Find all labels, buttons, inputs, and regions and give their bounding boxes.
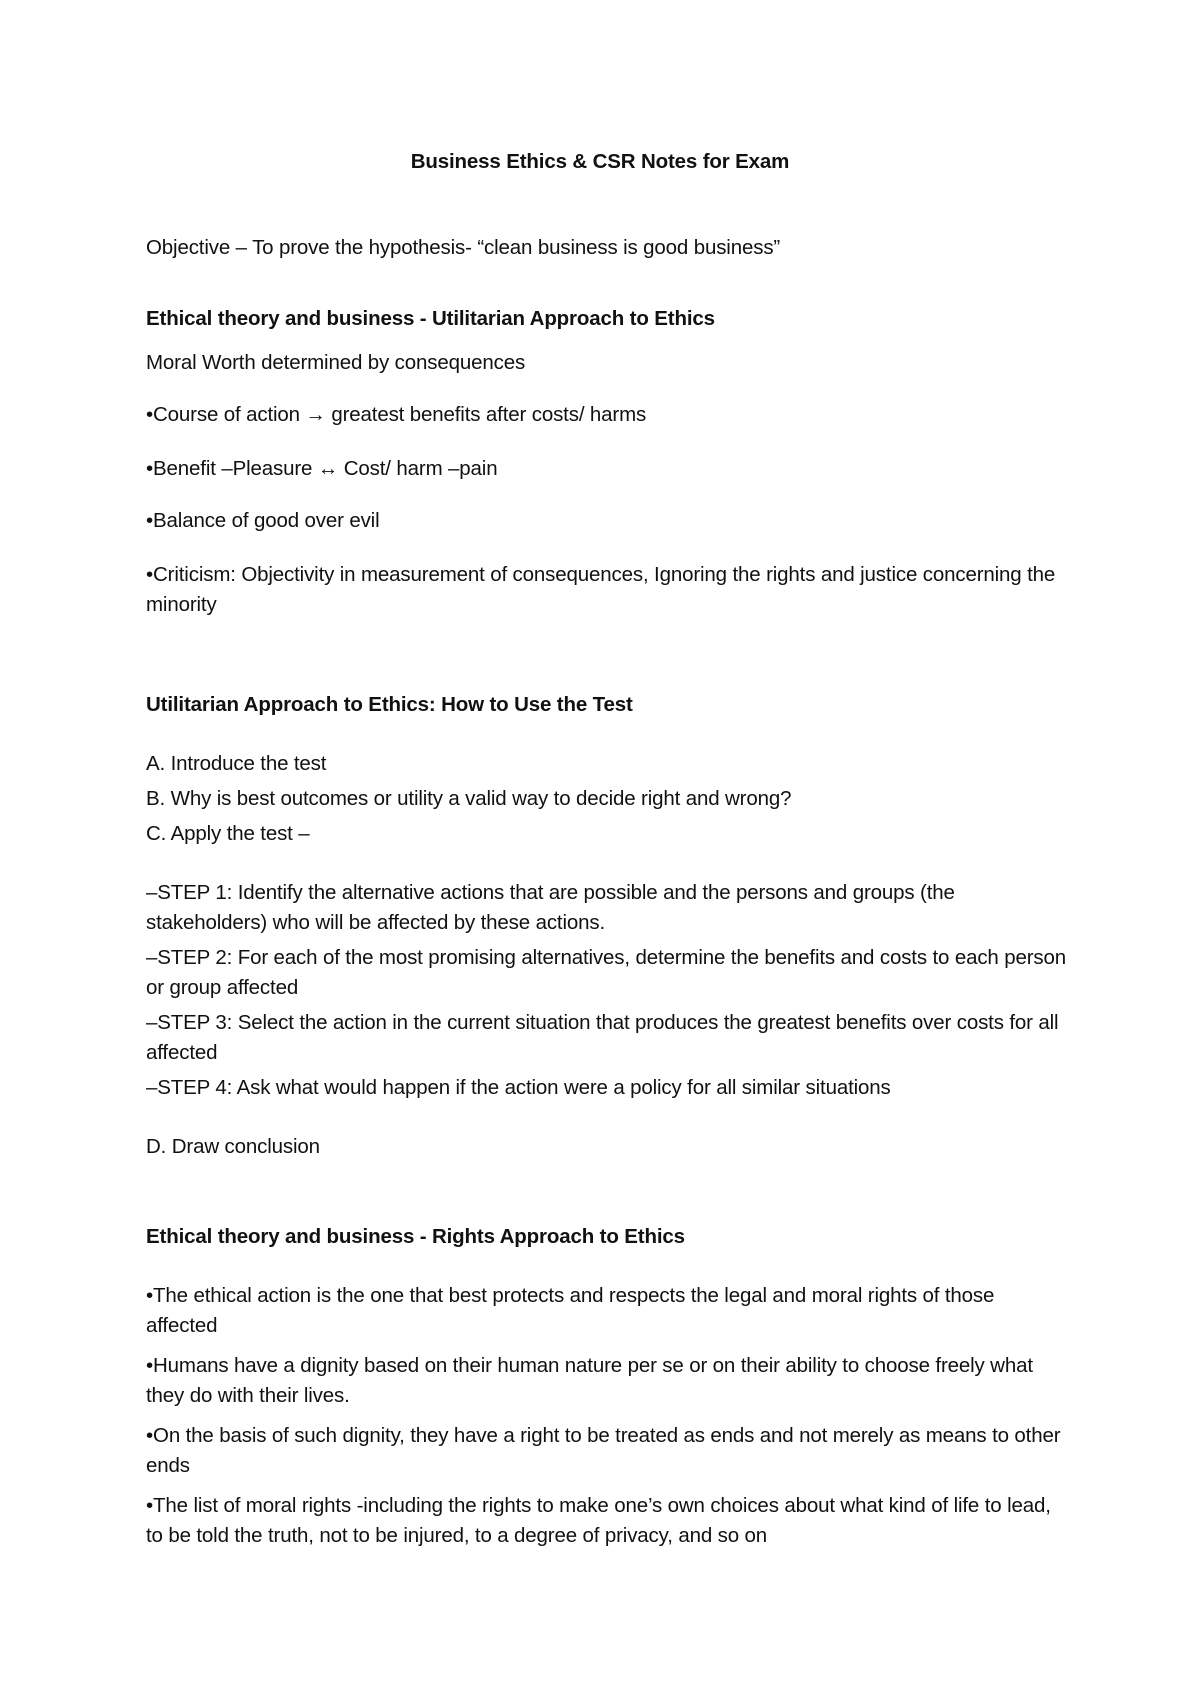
section-heading-rights: Ethical theory and business - Rights Approach to Ethics bbox=[146, 1225, 685, 1248]
list-item: B. Why is best outcomes or utility a valid way to decide right and wrong? bbox=[146, 787, 792, 810]
section-heading-utilitarian: Ethical theory and business - Utilitarian Approach to Ethics bbox=[146, 307, 715, 330]
page-title: Business Ethics & CSR Notes for Exam bbox=[410, 150, 790, 173]
objective-line: Objective – To prove the hypothesis- “clean business is good business” bbox=[146, 236, 781, 259]
bullet-item: •Balance of good over evil bbox=[146, 509, 380, 532]
conclusion-line: D. Draw conclusion bbox=[146, 1135, 320, 1158]
bullet-item: •Course of action → greatest benefits after costs/ harms bbox=[146, 403, 647, 426]
bullet-item: •The ethical action is the one that best protects and respects the legal and moral rights of those affected bbox=[146, 1284, 995, 1337]
bullet-item: •Criticism: Objectivity in measurement of consequences, Ignoring the rights and justice concerning the minority bbox=[146, 563, 1056, 616]
step-item: –STEP 2: For each of the most promising alternatives, determine the benefits and costs to each person or group affected bbox=[146, 946, 1067, 999]
list-item: A. Introduce the test bbox=[146, 752, 327, 775]
section-intro: Moral Worth determined by consequences bbox=[146, 351, 526, 374]
bullet-item: •On the basis of such dignity, they have a right to be treated as ends and not merely as means to other ends bbox=[146, 1424, 1061, 1477]
step-item: –STEP 4: Ask what would happen if the action were a policy for all similar situations bbox=[146, 1076, 891, 1099]
section-heading-test: Utilitarian Approach to Ethics: How to Use the Test bbox=[146, 693, 633, 716]
list-item: C. Apply the test – bbox=[146, 822, 310, 845]
step-item: –STEP 3: Select the action in the current situation that produces the greatest benefits over costs for all affected bbox=[146, 1011, 1059, 1064]
bullet-item: •Benefit –Pleasure ↔ Cost/ harm –pain bbox=[146, 457, 498, 480]
bullet-item: •Humans have a dignity based on their human nature per se or on their ability to choose freely what they do with their lives. bbox=[146, 1354, 1033, 1407]
step-item: –STEP 1: Identify the alternative actions that are possible and the persons and groups (the stakeholders) who will be affected by these actions. bbox=[146, 881, 955, 934]
bullet-item: •The list of moral rights -including the rights to make one’s own choices about what kind of life to lead, to be told the truth, not to be injured, to a degree of privacy, and so on bbox=[146, 1494, 1051, 1547]
